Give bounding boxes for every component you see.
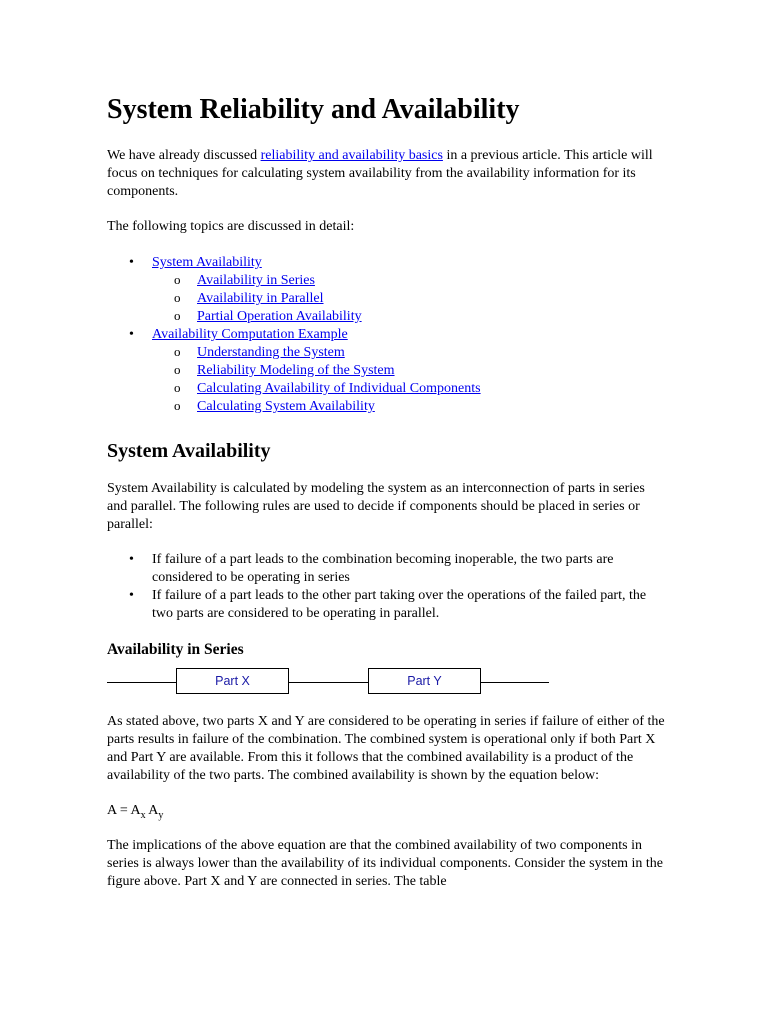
- section-heading-series: Availability in Series: [107, 641, 244, 658]
- equation-lhs: A = A: [107, 803, 141, 818]
- basics-link[interactable]: reliability and availability basics: [260, 148, 443, 163]
- toc-subitem: [152, 344, 667, 362]
- page-title: System Reliability and Availability: [107, 94, 520, 125]
- toc-list: [107, 254, 667, 416]
- toc-link-individual-components[interactable]: Calculating Availability of Individual Components: [197, 381, 481, 396]
- toc-link-availability-in-parallel[interactable]: Availability in Parallel: [197, 291, 324, 306]
- toc-item: [107, 254, 667, 326]
- intro-paragraph: [107, 147, 667, 201]
- intro-text-before: We have already discussed: [107, 148, 261, 163]
- toc-link-computation-example[interactable]: Availability Computation Example: [152, 327, 348, 342]
- toc-subitem: [152, 380, 667, 398]
- implications-paragraph: The implications of the above equation are that the combined availability of two components in series is always lower than the availability of its individual components. Consider the system in the figure above. Part X and Y are connected in series. The table: [107, 838, 664, 889]
- toc-sublist: [152, 272, 667, 326]
- diagram-wire-left: [107, 682, 177, 683]
- rule-item: • If failure of a part leads to the other part taking over the operations of the failed part, the two parts are considered to be operating in parallel.: [107, 587, 667, 623]
- toc-link-understanding-system[interactable]: Understanding the System: [197, 345, 345, 360]
- toc-link-reliability-modeling[interactable]: Reliability Modeling of the System: [197, 363, 395, 378]
- system-availability-paragraph: System Availability is calculated by modeling the system as an interconnection of parts in series and parallel. The following rules are used to decide if components should be placed in series or parallel:: [107, 481, 645, 532]
- toc-link-partial-operation[interactable]: Partial Operation Availability: [197, 309, 362, 324]
- part-x-box: Part X: [176, 668, 289, 694]
- toc-item: [107, 326, 667, 416]
- toc-subitem: [152, 290, 667, 308]
- diagram-wire-right: [481, 682, 549, 683]
- section-heading-system-availability: System Availability: [107, 440, 271, 462]
- toc-subitem: [152, 308, 667, 326]
- rule-item: • If failure of a part leads to the combination becoming inoperable, the two parts are considered to be operating in series: [107, 551, 667, 587]
- series-paragraph: As stated above, two parts X and Y are considered to be operating in series if failure of either of the parts results in failure of the combination. The combined system is operational only if both Part X and Part Y are available. From this it follows that the combined availability is a product of the availability of the two parts. The combined availability is shown by the equation below:: [107, 714, 665, 783]
- toc-link-availability-in-series[interactable]: Availability in Series: [197, 273, 315, 288]
- diagram-wire-middle: [289, 682, 369, 683]
- equation-sub-x: x: [140, 809, 146, 821]
- intro-text-after: in a previous article. This article will focus on techniques for calculating system availability from the availability information for its components.: [107, 148, 653, 199]
- toc-subitem: [152, 272, 667, 290]
- equation-sub-y: y: [158, 809, 164, 821]
- rules-list: [107, 551, 667, 623]
- topics-intro: The following topics are discussed in detail:: [107, 219, 355, 234]
- toc-link-system-availability-calc[interactable]: Calculating System Availability: [197, 399, 375, 414]
- article: [107, 93, 667, 891]
- part-y-box: Part Y: [368, 668, 481, 694]
- equation-mid: A: [145, 803, 159, 818]
- series-diagram: [107, 668, 557, 698]
- series-equation: [107, 802, 667, 820]
- toc-link-system-availability[interactable]: System Availability: [152, 255, 262, 270]
- toc-sublist: [152, 344, 667, 416]
- toc-subitem: [152, 398, 667, 416]
- toc-subitem: [152, 362, 667, 380]
